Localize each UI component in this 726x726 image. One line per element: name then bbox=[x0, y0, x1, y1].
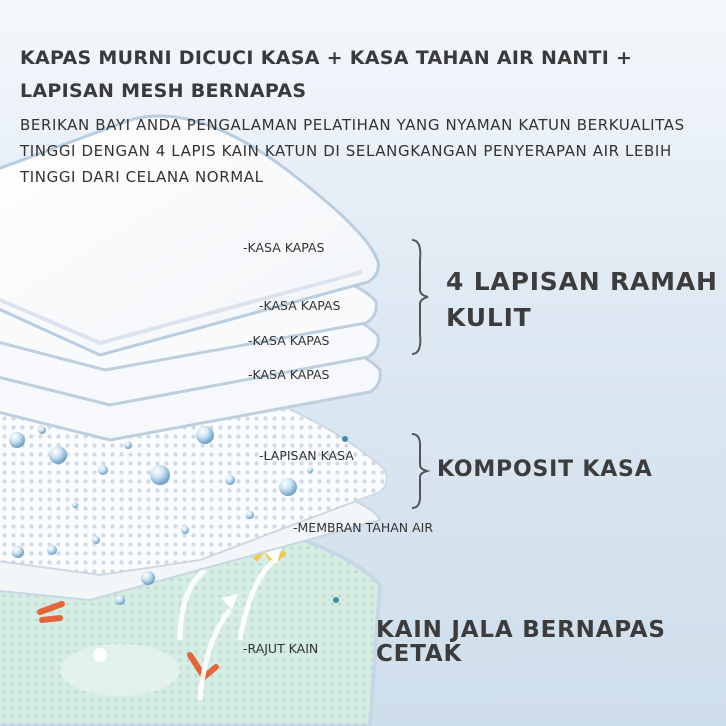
label-kasa-kapas-2: -KASA KAPAS bbox=[259, 298, 341, 313]
headline: KAPAS MURNI DICUCI KASA + KASA TAHAN AIR NANTI + LAPISAN MESH BERNAPAS bbox=[20, 47, 633, 102]
group-title-ramah-line1: 4 LAPISAN RAMAH bbox=[446, 267, 718, 296]
description-text: BERIKAN BAYI ANDA PENGALAMAN PELATIHAN YANG NYAMAN KATUN BERKUALITAS TINGGI DENGAN 4 LAPIS KAIN KATUN DI SELANGKANGAN PENYERAPAN AIR LEBIH TINGGI DARI CELANA NORMAL bbox=[20, 116, 685, 186]
label-membran-tahan-air: -MEMBRAN TAHAN AIR bbox=[293, 520, 434, 535]
label-kasa-kapas-3: -KASA KAPAS bbox=[248, 333, 330, 348]
marker-dot bbox=[333, 597, 339, 603]
label-rajut-kain: -RAJUT KAIN bbox=[243, 641, 319, 656]
group-title-jala-line1: KAIN JALA BERNAPAS bbox=[376, 617, 666, 643]
group-title-ramah-line2: KULIT bbox=[446, 303, 532, 332]
marker-dot bbox=[342, 436, 348, 442]
label-lapisan-kasa: -LAPISAN KASA bbox=[259, 448, 354, 463]
label-kasa-kapas-4: -KASA KAPAS bbox=[248, 367, 330, 382]
group-title-jala-line2: CETAK bbox=[376, 641, 463, 667]
label-kasa-kapas-1: -KASA KAPAS bbox=[243, 240, 325, 255]
brace-composite-icon bbox=[412, 434, 427, 508]
brace-cotton-icon bbox=[412, 240, 428, 354]
group-title-komposit: KOMPOSIT KASA bbox=[437, 457, 653, 482]
